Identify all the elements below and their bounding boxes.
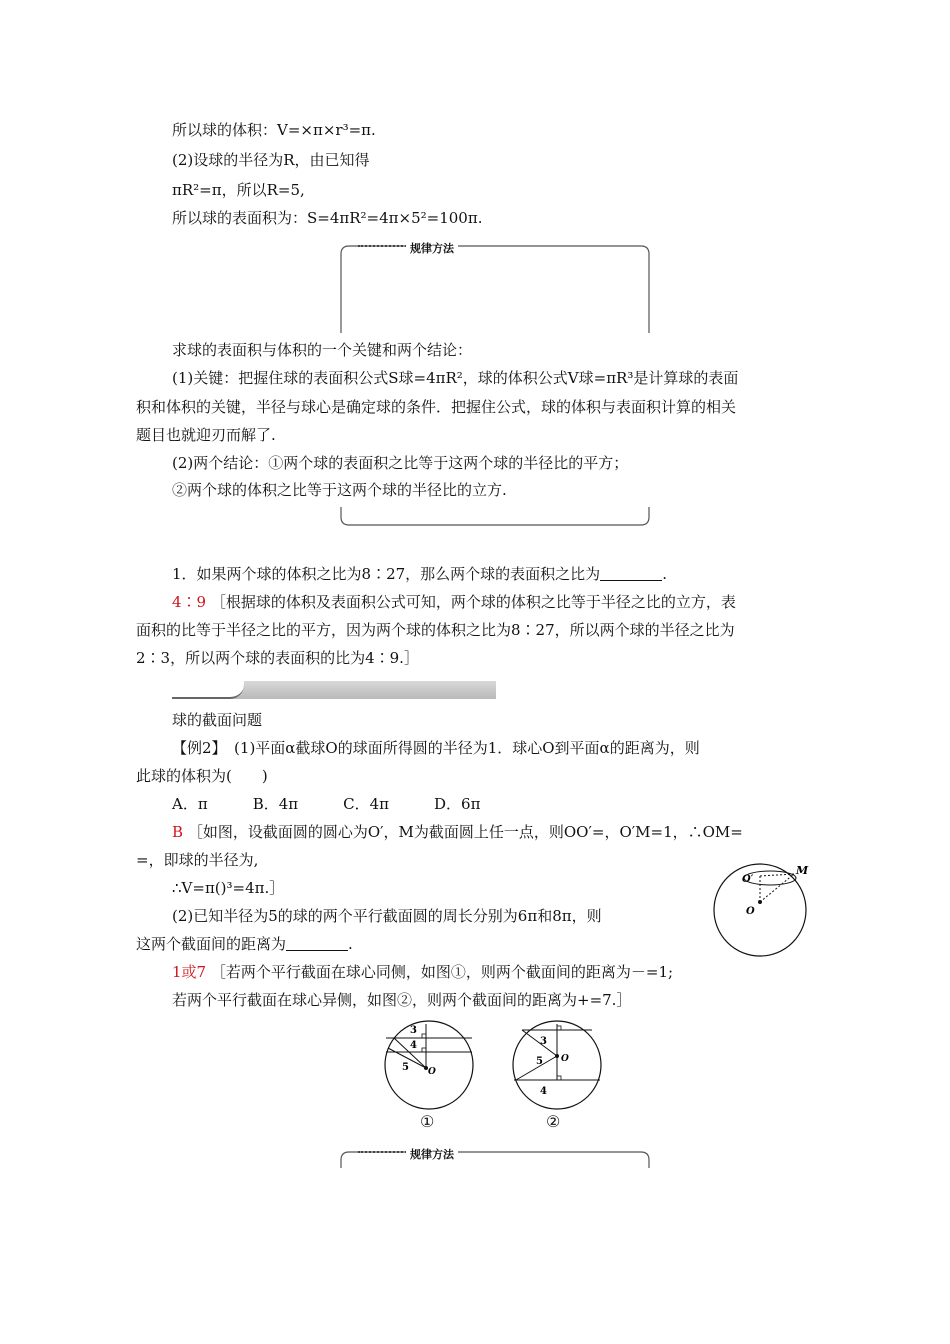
figure-1-caption: ①	[420, 1112, 435, 1131]
label-O-prime: O′	[742, 874, 754, 885]
fig1-label-3: 3	[410, 1025, 417, 1036]
question-1	[172, 564, 667, 584]
method-box-2-label: 规律方法	[406, 1146, 458, 1162]
fig2-label-4: 4	[540, 1086, 547, 1097]
section-title: 球的截面问题	[172, 711, 263, 729]
answer-1-key: 4∶9	[172, 593, 207, 611]
method-box-2-top	[338, 1140, 652, 1170]
fig2-label-3: 3	[540, 1036, 547, 1047]
fig1-label-O: O	[428, 1067, 436, 1077]
solution-answer-b: B	[172, 823, 184, 841]
method-box-bottom	[338, 505, 652, 529]
solution-c-text: ［若两个平行截面在球心同侧，如图①，则两个截面间的距离为－=1;	[210, 963, 674, 981]
fig1-label-4: 4	[410, 1040, 417, 1051]
example-2-options: A．π B．4π C．4π D．6π	[172, 795, 481, 813]
method-key-cont: 积和体积的关键，半径与球心是确定球的条件．把握住公式，球的体积与表面积计算的相关	[136, 398, 737, 416]
fig2-label-5: 5	[536, 1056, 543, 1067]
method-key: (1)关键：把握住球的表面积公式S球=4πR²，球的体积公式V球=πR³是计算球的表面	[172, 369, 739, 387]
answer-1	[172, 592, 736, 612]
method-conclusion-1: (2)两个结论：①两个球的表面积之比等于这两个球的半径比的平方；	[172, 454, 629, 472]
method-box-label: 规律方法	[406, 240, 458, 256]
line-volume: 所以球的体积：V=×π×r³=π.	[172, 121, 376, 139]
answer-1-line-3: 2∶3，所以两个球的表面积的比为4∶9.］	[136, 649, 419, 667]
figure-2-diagram	[510, 1018, 604, 1112]
solution-b-line-2: =，即球的半径为,	[136, 851, 259, 869]
figure-2-caption: ②	[546, 1112, 561, 1131]
fig2-label-O: O	[561, 1054, 569, 1064]
method-conclusion-2: ②两个球的体积之比等于这两个球的半径比的立方.	[172, 481, 507, 499]
line-radius-given: (2)设球的半径为R，由已知得	[172, 151, 370, 169]
answer-1-text: ［根据球的体积及表面积公式可知，两个球的体积之比等于半径之比的立方，表	[210, 593, 736, 611]
answer-1-line-2: 面积的比等于半径之比的平方，因为两个球的体积之比为8∶27，所以两个球的半径之比为	[136, 621, 735, 639]
solution-c	[172, 962, 673, 982]
part-2-period: .	[348, 935, 353, 953]
line-r-equals: πR²=π，所以R=5,	[172, 181, 305, 199]
method-box-top	[338, 240, 652, 335]
example-2-cont: 此球的体积为( )	[136, 767, 268, 785]
figure-1-diagram	[382, 1018, 476, 1112]
answer-blank-2	[286, 936, 348, 951]
example-2-part-2-cont	[136, 934, 353, 954]
solution-c-answer: 1或7	[172, 963, 207, 981]
type-header-label	[172, 679, 244, 699]
question-1-text: 1．如果两个球的体积之比为8∶27，那么两个球的表面积之比为	[172, 565, 601, 583]
question-1-period: .	[662, 565, 667, 583]
line-surface-area: 所以球的表面积为：S=4πR²=4π×5²=100π.	[172, 209, 483, 227]
label-O: O	[746, 906, 755, 917]
example-2-part-2: (2)已知半径为5的球的两个平行截面圆的周长分别为6π和8π，则	[172, 907, 602, 925]
fig1-label-5: 5	[402, 1062, 409, 1073]
label-M: M	[796, 864, 809, 877]
method-key-end: 题目也就迎刃而解了.	[136, 426, 276, 444]
example-2: 【例2】 (1)平面α截球O的球面所得圆的半径为1．球心O到平面α的距离为，则	[172, 739, 700, 757]
solution-b-line-3: ∴V=π()³=4π.］	[172, 879, 285, 897]
solution-b-text: ［如图，设截面圆的圆心为O′，M为截面圆上任一点，则OO′=，O′M=1，∴OM=	[187, 823, 743, 841]
part-2-text: 这两个截面间的距离为	[136, 935, 287, 953]
example-2-solution	[172, 822, 743, 842]
sphere-figure	[708, 862, 812, 958]
solution-c-line-2: 若两个平行截面在球心异侧，如图②，则两个截面间的距离为+=7.］	[172, 991, 632, 1009]
answer-blank	[600, 566, 662, 581]
method-intro: 求球的表面积与体积的一个关键和两个结论：	[172, 341, 473, 359]
